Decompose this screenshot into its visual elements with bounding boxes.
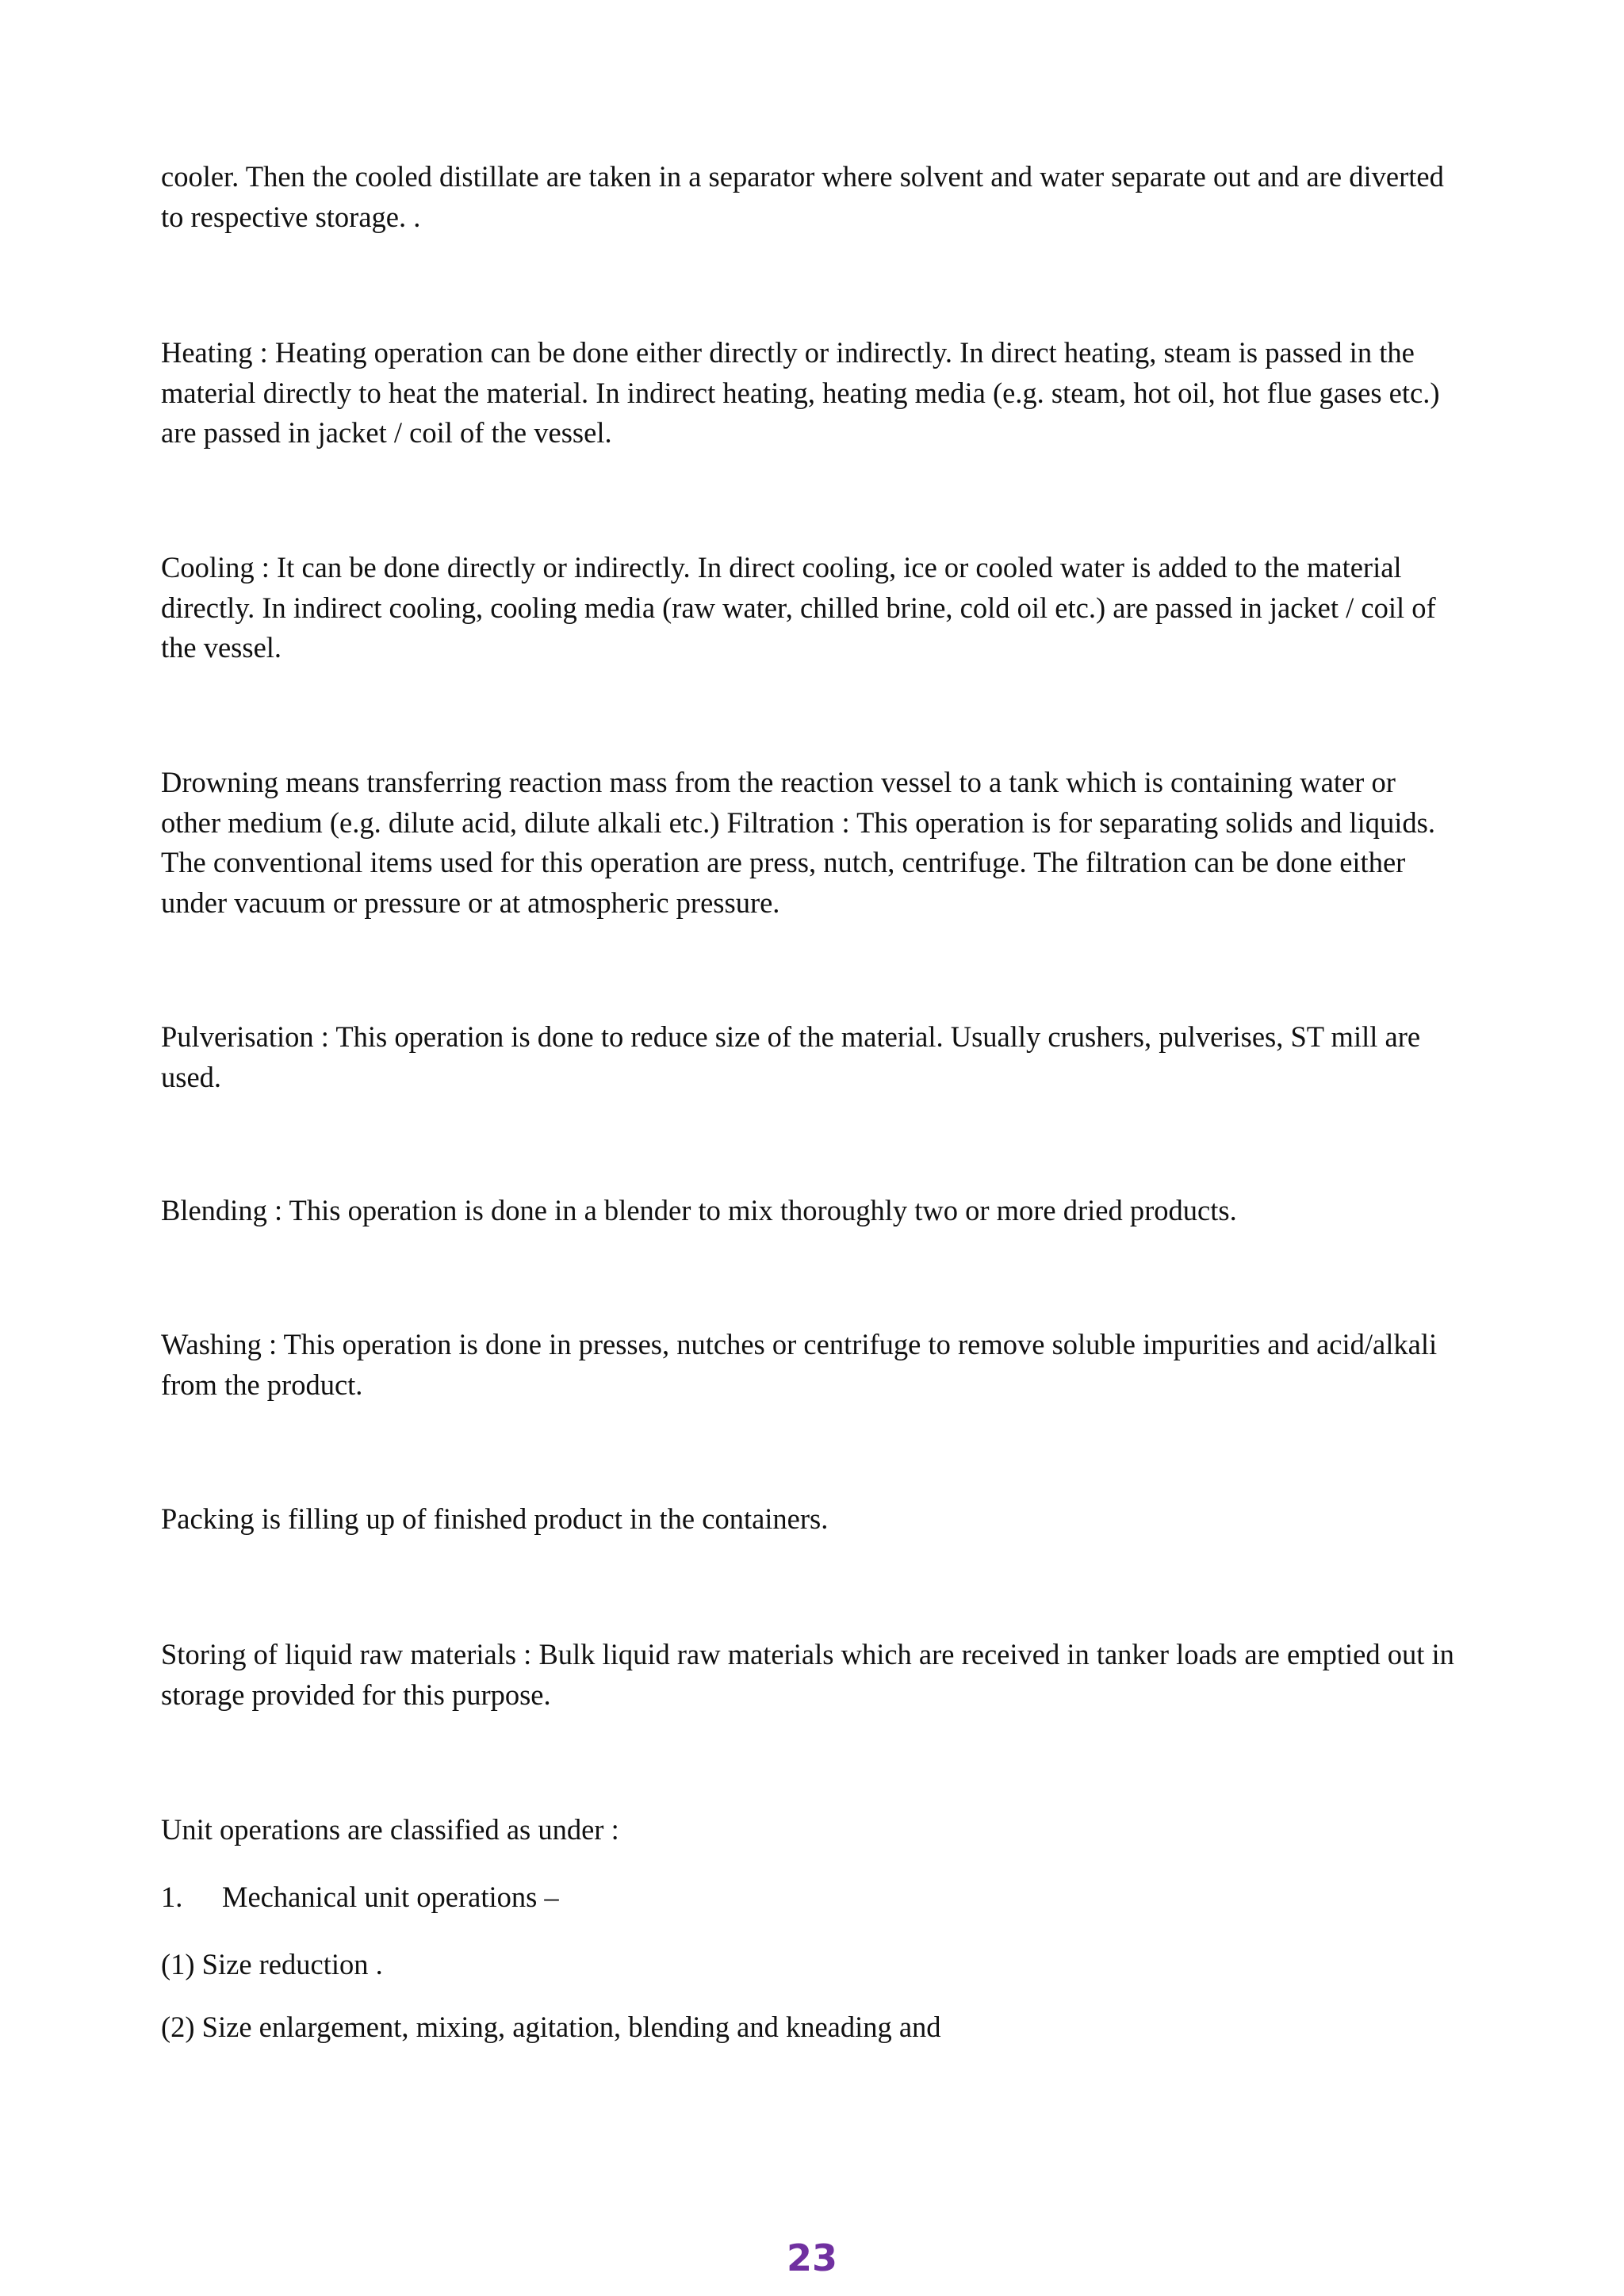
paragraph-storing: Storing of liquid raw materials : Bulk liquid raw materials which are received in tanker loads are emptied out in storage provided for this purpose. xyxy=(161,1638,1454,1711)
paragraph-cooler: cooler. Then the cooled distillate are taken in a separator where solvent and water separate out and are diverted to respective storage. . xyxy=(161,160,1444,233)
paragraph-pulverisation: Pulverisation : This operation is done to reduce size of the material. Usually crushers, pulverises, ST mill are used. xyxy=(161,1020,1421,1093)
sub-item-size-reduction: (1) Size reduction . xyxy=(161,1948,383,1980)
paragraph-blending: Blending : This operation is done in a blender to mix thoroughly two or more dried products. xyxy=(161,1194,1237,1226)
sub-item-size-enlargement: (2) Size enlargement, mixing, agitation, blending and kneading and xyxy=(161,2011,941,2043)
paragraph-washing: Washing : This operation is done in presses, nutches or centrifuge to remove soluble impurities and acid/alkali from the product. xyxy=(161,1328,1438,1401)
paragraph-cooling: Cooling : It can be done directly or indirectly. In direct cooling, ice or cooled water is added to the material directly. In indirect cooling, cooling media (raw water, chilled brine, cold oil etc.) are passed in jacket / coil of the vessel. xyxy=(161,551,1436,664)
paragraph-heating: Heating : Heating operation can be done either directly or indirectly. In direct heating, steam is passed in the material directly to heat the material. In indirect heating, heating media (e.g. steam, hot oil, hot flue gases etc.) are passed in jacket / coil of the vessel. xyxy=(161,336,1440,449)
paragraph-drowning-filtration: Drowning means transferring reaction mass from the reaction vessel to a tank which is containing water or other medium (e.g. dilute acid, dilute alkali etc.) Filtration : This operation is for separating solids and liquids. The conventional items used for this operation are press, nutch, centrifuge. The filtration can be done either under vacuum or pressure or at atmospheric pressure. xyxy=(161,766,1436,919)
list-number: 1. xyxy=(161,1881,183,1913)
list-item-text: Mechanical unit operations – xyxy=(222,1881,559,1913)
list-item-mechanical xyxy=(161,1877,559,1918)
paragraph-packing: Packing is filling up of finished product in the containers. xyxy=(161,1502,829,1535)
paragraph-unit-operations: Unit operations are classified as under : xyxy=(161,1813,619,1846)
page-number: 23 xyxy=(786,2237,837,2279)
